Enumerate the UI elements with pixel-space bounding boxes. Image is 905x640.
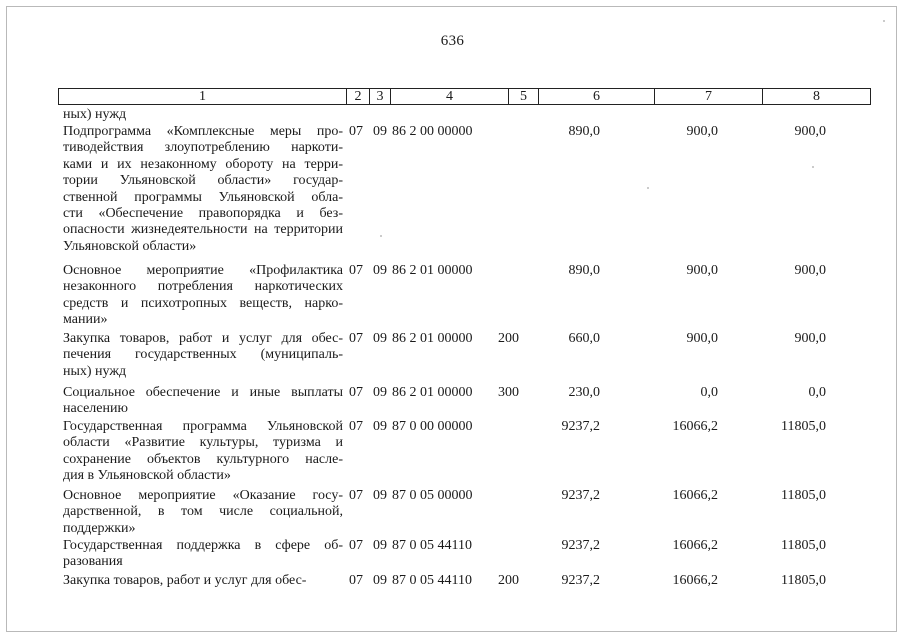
description-line: области «Развитие культуры, туризма и bbox=[63, 435, 343, 451]
description-line: тории Ульяновской области» государ- bbox=[63, 173, 343, 189]
header-col-5: 5 bbox=[509, 89, 539, 104]
expense-type-code: 200 bbox=[498, 331, 519, 346]
description-line: Подпрограмма «Комплексные меры про- bbox=[63, 124, 343, 139]
row-description bbox=[63, 573, 343, 589]
description-line: Государственная поддержка в сфере об- bbox=[63, 538, 343, 553]
row-description bbox=[63, 331, 343, 380]
amount-year-1: 9237,2 bbox=[561, 538, 600, 553]
row-description bbox=[63, 385, 343, 418]
scan-speck bbox=[883, 20, 885, 22]
amount-year-1: 9237,2 bbox=[561, 488, 600, 503]
description-line: поддержки» bbox=[63, 520, 136, 536]
target-article-code: 87 0 05 44110 bbox=[392, 538, 472, 553]
description-line: ных) нужд bbox=[63, 107, 127, 122]
section-code: 07 bbox=[349, 573, 363, 588]
description-line: тиводействия злоупотреблению наркоти- bbox=[63, 140, 343, 156]
description-line: печения государственных (муниципаль- bbox=[63, 347, 343, 363]
subsection-code: 09 bbox=[373, 331, 387, 346]
subsection-code: 09 bbox=[373, 488, 387, 503]
amount-year-2: 0,0 bbox=[700, 385, 718, 400]
subsection-code: 09 bbox=[373, 385, 387, 400]
description-line: опасности жизнедеятельности на территории bbox=[63, 222, 343, 238]
description-line: дарственной, в том числе социальной, bbox=[63, 504, 343, 520]
subsection-code: 09 bbox=[373, 124, 387, 139]
header-col-2: 2 bbox=[347, 89, 370, 104]
amount-year-1: 660,0 bbox=[568, 331, 600, 346]
page-number: 636 bbox=[440, 33, 465, 49]
amount-year-3: 900,0 bbox=[794, 124, 826, 139]
amount-year-3: 11805,0 bbox=[781, 488, 826, 503]
row-description bbox=[63, 419, 343, 485]
description-line: Социальное обеспечение и иные выплаты bbox=[63, 385, 343, 400]
section-code: 07 bbox=[349, 263, 363, 278]
description-line: дия в Ульяновской области» bbox=[63, 468, 231, 484]
target-article-code: 86 2 01 00000 bbox=[392, 331, 473, 346]
amount-year-2: 16066,2 bbox=[672, 488, 718, 503]
amount-year-1: 890,0 bbox=[568, 124, 600, 139]
target-article-code: 87 0 05 00000 bbox=[392, 488, 473, 503]
target-article-code: 87 0 00 00000 bbox=[392, 419, 473, 434]
description-line: Основное мероприятие «Профилактика bbox=[63, 263, 343, 278]
header-col-3: 3 bbox=[370, 89, 391, 104]
section-code: 07 bbox=[349, 124, 363, 139]
section-code: 07 bbox=[349, 385, 363, 400]
amount-year-3: 900,0 bbox=[794, 263, 826, 278]
target-article-code: 86 2 01 00000 bbox=[392, 385, 473, 400]
description-line: сохранение объектов культурного насле- bbox=[63, 451, 343, 467]
amount-year-1: 230,0 bbox=[568, 385, 600, 400]
amount-year-2: 16066,2 bbox=[672, 573, 718, 588]
description-line: Ульяновской области» bbox=[63, 238, 197, 254]
section-code: 07 bbox=[349, 331, 363, 346]
amount-year-3: 900,0 bbox=[794, 331, 826, 346]
description-line: ных) нужд bbox=[63, 363, 127, 379]
amount-year-3: 11805,0 bbox=[781, 419, 826, 434]
amount-year-2: 900,0 bbox=[686, 124, 718, 139]
header-col-8: 8 bbox=[813, 89, 820, 104]
description-line: ственной программы Ульяновской обла- bbox=[63, 189, 343, 205]
subsection-code: 09 bbox=[373, 573, 387, 588]
section-code: 07 bbox=[349, 538, 363, 553]
header-col-4: 4 bbox=[391, 89, 509, 104]
expense-type-code: 300 bbox=[498, 385, 519, 400]
description-line: ками и их незаконному обороту на терри- bbox=[63, 156, 343, 172]
target-article-code: 86 2 01 00000 bbox=[392, 263, 473, 278]
amount-year-2: 900,0 bbox=[686, 331, 718, 346]
header-col-7: 7 bbox=[655, 89, 763, 104]
amount-year-2: 900,0 bbox=[686, 263, 718, 278]
row-description bbox=[63, 488, 343, 537]
subsection-code: 09 bbox=[373, 419, 387, 434]
subsection-code: 09 bbox=[373, 538, 387, 553]
description-line: мании» bbox=[63, 312, 108, 328]
description-line: сти «Обеспечение правопорядка и без- bbox=[63, 206, 343, 222]
row-description bbox=[63, 107, 343, 123]
row-description bbox=[63, 538, 343, 571]
scan-speck bbox=[812, 166, 814, 168]
table-header bbox=[58, 88, 871, 105]
amount-year-1: 9237,2 bbox=[561, 573, 600, 588]
amount-year-2: 16066,2 bbox=[672, 538, 718, 553]
target-article-code: 87 0 05 44110 bbox=[392, 573, 472, 588]
description-line: незаконного потребления наркотических bbox=[63, 279, 343, 295]
amount-year-3: 11805,0 bbox=[781, 538, 826, 553]
subsection-code: 09 bbox=[373, 263, 387, 278]
section-code: 07 bbox=[349, 488, 363, 503]
row-description bbox=[63, 124, 343, 255]
amount-year-1: 9237,2 bbox=[561, 419, 600, 434]
description-line: населению bbox=[63, 401, 128, 417]
description-line: Основное мероприятие «Оказание госу- bbox=[63, 488, 343, 503]
description-line: Закупка товаров, работ и услуг для обес- bbox=[63, 331, 343, 346]
target-article-code: 86 2 00 00000 bbox=[392, 124, 473, 139]
description-line: средств и психотропных веществ, нарко- bbox=[63, 295, 343, 311]
header-col-1: 1 bbox=[59, 89, 347, 104]
header-col-6: 6 bbox=[539, 89, 655, 104]
section-code: 07 bbox=[349, 419, 363, 434]
scan-speck bbox=[380, 235, 382, 237]
row-description bbox=[63, 263, 343, 329]
amount-year-3: 11805,0 bbox=[781, 573, 826, 588]
description-line: разования bbox=[63, 554, 123, 570]
description-line: Закупка товаров, работ и услуг для обес- bbox=[63, 573, 307, 588]
amount-year-3: 0,0 bbox=[808, 385, 826, 400]
amount-year-2: 16066,2 bbox=[672, 419, 718, 434]
expense-type-code: 200 bbox=[498, 573, 519, 588]
scan-speck bbox=[647, 187, 649, 189]
description-line: Государственная программа Ульяновской bbox=[63, 419, 343, 434]
amount-year-1: 890,0 bbox=[568, 263, 600, 278]
